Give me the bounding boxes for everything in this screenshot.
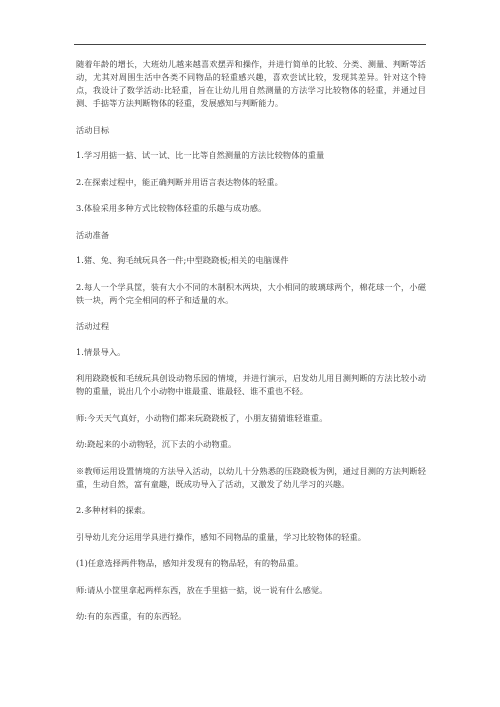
process-paragraph: 引导幼儿充分运用学具进行操作，感知不同物品的重量，学习比较物体的轻重。 (76, 531, 367, 542)
process-note: ※教师运用设置情境的方法导入活动，以幼儿十分熟悉的压跷跷板为例，通过目测的方法判断轻重，生动自然，富有童趣，既成功导入了活动，又激发了幼儿学习的兴趣。 (76, 465, 426, 489)
teacher-line: 师:今天天气真好，小动物们都来玩跷跷板了，小朋友猜猜谁轻谁重。 (76, 412, 328, 423)
section-heading-preparation: 活动准备 (76, 229, 110, 240)
goal-item: 1.学习用掂一掂、试一试、比一比等自然测量的方法比较物体的重量 (76, 150, 325, 160)
preparation-item: 2.每人一个学具筐，装有大小不同的木制积木两块，大小相同的玻璃球两个，棉花球一个，小磁铁一块，两个完全相同的杯子和适量的水。 (76, 281, 426, 305)
process-paragraph: (1)任意选择两件物品，感知并发现有的物品轻，有的物品重。 (76, 558, 304, 568)
intro-paragraph: 随着年龄的增长，大班幼儿越来越喜欢摆弄和操作，并进行简单的比较、分类、测量、判断等活动，尤其对周围生活中各类不同物品的轻重感兴趣，喜欢尝试比较，发现其差异。针对这个特点，我设计了数学活动:比轻重，旨在让幼儿用自然测量的方法学习比较物体的轻重，并通过目测、手掂等方法判断物体的轻重，发展感知与判断能力。 (76, 59, 426, 108)
teacher-line: 师:请从小筐里拿起两样东西，放在手里掂一掂，说一说有什么感觉。 (76, 584, 328, 595)
child-line: 幼:跷起来的小动物轻，沉下去的小动物重。 (76, 439, 237, 449)
goal-item: 2.在探索过程中，能正确判断并用语言表达物体的轻重。 (76, 176, 283, 187)
process-step-title: 1.情景导入。 (76, 346, 126, 357)
process-paragraph: 利用跷跷板和毛绒玩具创设动物乐园的情境，并进行演示，启发幼儿用目测判断的方法比较小动物的重量，说出几个小动物中谁最重、谁最轻、谁不重也不轻。 (76, 373, 426, 396)
child-line: 幼:有的东西重，有的东西轻。 (76, 611, 187, 621)
document-body (76, 58, 426, 637)
section-heading-goals: 活动目标 (76, 124, 110, 135)
preparation-item: 1.猪、兔、狗毛绒玩具各一件;中型跷跷板;相关的电脑课件 (76, 255, 289, 265)
header-rule (74, 44, 426, 45)
process-step-title: 2.多种材料的探索。 (76, 505, 151, 515)
section-heading-process: 活动过程 (76, 321, 110, 331)
goal-item: 3.体验采用多种方式比较物体轻重的乐趣与成功感。 (76, 203, 267, 213)
